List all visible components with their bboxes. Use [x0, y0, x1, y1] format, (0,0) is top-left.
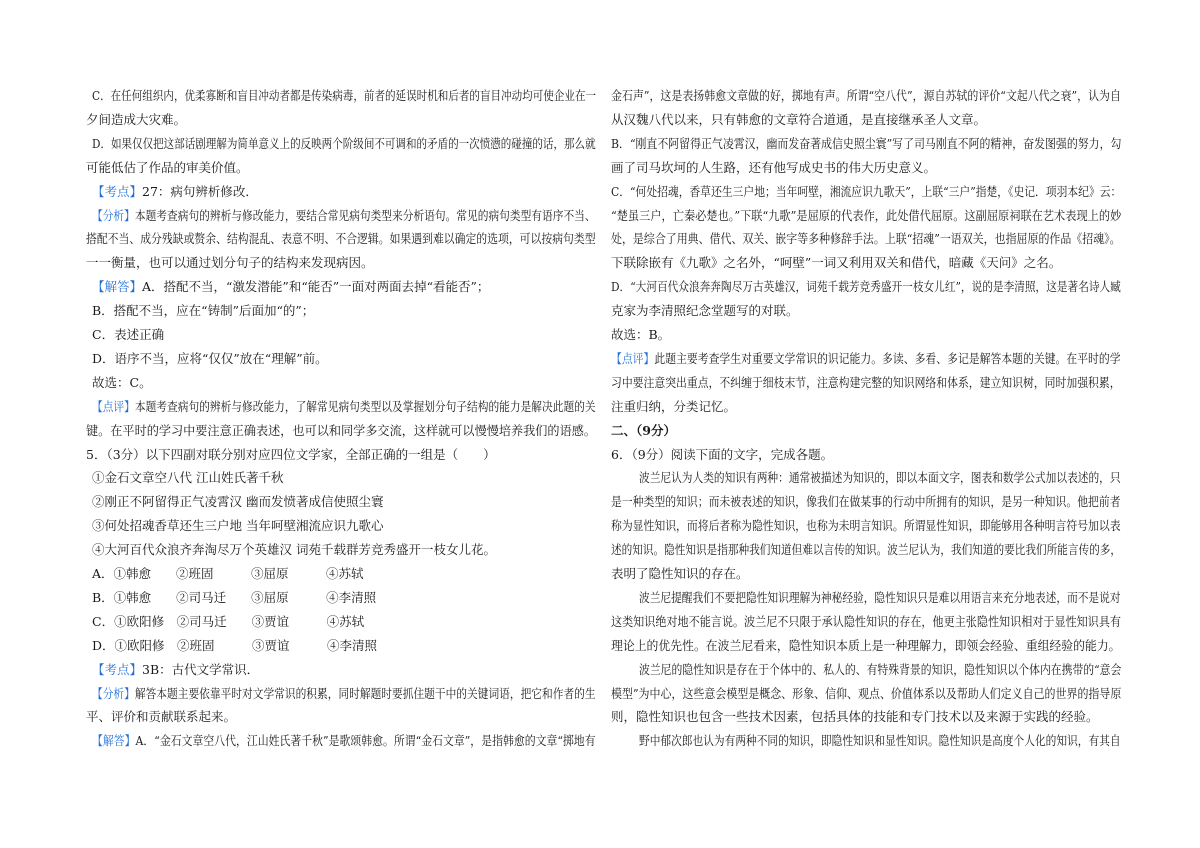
left-text-line — [86, 421, 596, 441]
left-text-line — [92, 468, 283, 488]
line-text: 波兰尼的隐性知识是存在于个体中的、私人的、有特殊背景的知识，隐性知识以个体内在携带的“意会 — [639, 661, 1122, 677]
line-text: D．如果仅仅把这部话剧理解为简单意义上的反映两个阶级间不可调和的矛盾的一次愤懑的碰撞的话，那么就 — [92, 135, 596, 151]
left-text-line — [86, 110, 186, 130]
left-text-line — [92, 660, 259, 680]
left-text-line — [92, 134, 596, 154]
line-text: 表明了隐性知识的存在。 — [611, 566, 749, 581]
line-text: A．搭配不当，“激发潜能”和“能否”一面对两面去掉“看能否”； — [142, 279, 490, 295]
right-text-line — [611, 134, 1121, 154]
line-text: 波兰尼认为人类的知识有两种：通常被描述为知识的，即以本面文字，图表和数学公式加以表述的，只 — [639, 470, 1121, 486]
section-tag: 【考点】 — [92, 183, 143, 199]
line-text: C．表述正确 — [92, 327, 165, 342]
right-text-line — [611, 397, 736, 417]
line-text: A．①韩愈 ②班固 ③屈原 ④苏轼 — [92, 566, 364, 581]
right-text-line — [639, 731, 1121, 751]
right-text-line — [611, 206, 1121, 226]
line-text: 解答本题主要依靠平时对文学常识的积累，同时解题时要抓住题干中的关键词语，把它和作者的生 — [134, 685, 596, 701]
right-text-line — [611, 684, 1121, 704]
line-text: 27：病句辨析修改． — [142, 183, 258, 199]
left-text-line — [92, 206, 596, 226]
left-text-line — [92, 373, 152, 393]
line-text: 称为显性知识，而将后者称为隐性知识，也称为未明言知识。所谓显性知识，即能够用各种明言符号加以表 — [611, 518, 1121, 534]
left-text-line — [92, 540, 496, 560]
line-text: B．“刚直不阿留得正气凌霄汉，幽而发奋著成信史照尘寰”写了司马刚直不阿的精神，奋发图强的努力，勾 — [611, 135, 1122, 151]
line-text: D．“大河百代众浪奔奔陶尽万古英雄汉，词苑千载芳竞秀盛开一枝女儿红”，说的是李清照，这是著名诗人臧 — [611, 279, 1121, 295]
section-tag: 【点评】 — [611, 350, 655, 366]
line-text: 述的知识。隐性知识是指那种我们知道但难以言传的知识。波兰尼认为，我们知道的要比我们所能言传的多， — [611, 542, 1122, 558]
line-text: 二、（9分） — [611, 422, 676, 438]
section-tag: 【分析】 — [92, 685, 135, 701]
line-text: 注重归纳，分类记忆。 — [611, 398, 737, 414]
line-text: 画了司马坎坷的人生路，还有他写成史书的伟大历史意义。 — [611, 159, 937, 175]
right-text-line — [611, 182, 1121, 202]
line-text: 这类知识绝对地不能言说。波兰尼不只限于承认隐性知识的存在，他更主张隐性知识相对于显性知识具有 — [611, 613, 1122, 629]
line-text: 键。在平时的学习中要注意正确表述，也可以和同学多交流，这样就可以慢慢培养我们的语感。 — [86, 422, 597, 438]
left-text-line — [92, 325, 164, 345]
line-text: C．在任何组织内，优柔寡断和盲目冲动者都是传染病毒，前者的延误时机和后者的盲目冲动均可使企业在一 — [92, 88, 597, 103]
right-text-line — [611, 445, 833, 465]
right-text-line — [611, 707, 1099, 727]
left-text-line — [92, 86, 596, 106]
right-text-line — [611, 110, 986, 130]
left-text-line — [86, 158, 249, 178]
line-text: 此题主要考查学生对重要文学常识的识记能力。多读、多看、多记是解答本题的关键。在平时的学 — [654, 350, 1121, 366]
right-text-line — [611, 301, 799, 321]
left-text-line — [86, 707, 236, 727]
left-text-line — [92, 564, 364, 584]
line-text: ①金石文章空八代 江山姓氏著千秋 — [92, 470, 284, 486]
right-text-line — [611, 158, 936, 178]
left-text-line — [92, 277, 489, 297]
right-text-line — [611, 636, 1121, 656]
line-text: C．①欧阳修 ②司马迁 ③贾谊 ④苏轼 — [92, 613, 365, 629]
line-text: “楚虽三户，亡秦必楚也。”下联“九歌”是屈原的代表作，此处借代屈原。这副屈原祠联在艺术表现上的妙 — [611, 207, 1122, 223]
section-tag: 【解答】 — [92, 279, 143, 295]
left-text-line — [92, 588, 376, 608]
right-text-line — [611, 373, 1121, 393]
line-text: 3B：古代文学常识． — [142, 661, 260, 677]
right-text-line — [639, 588, 1121, 608]
line-text: 理论上的优先性。在波兰尼看来，隐性知识本质上是一种理解力，即领会经验、重组经验的能力。 — [611, 637, 1121, 653]
line-text: D．①欧阳修 ②班固 ③贾谊 ④李清照 — [92, 637, 378, 653]
line-text: 习中要注意突出重点，不纠缠于细枝末节，注意构建完整的知识网络和体系，建立知识树，同时加强积累， — [611, 374, 1121, 390]
left-text-line — [86, 445, 496, 465]
section-tag: 【解答】 — [92, 733, 136, 749]
right-text-line — [611, 277, 1121, 297]
section-tag: 【分析】 — [92, 207, 135, 223]
line-text: 模型”为中心，这些意会模型是概念、形象、信仰、观点、价值体系以及帮助人们定义自己的世界的指导原 — [611, 685, 1122, 701]
left-text-line — [92, 684, 596, 704]
left-text-line — [92, 731, 596, 751]
line-text: ④大河百代众浪齐奔淘尽万个英雄汉 词苑千载群芳竞秀盛开一枝女儿花。 — [92, 542, 496, 558]
line-text: 平、评价和贡献联系起来。 — [86, 709, 237, 725]
left-text-line — [92, 301, 314, 321]
left-text-line — [92, 636, 377, 656]
line-text: 故选：B。 — [611, 327, 671, 342]
left-text-line — [92, 492, 383, 512]
left-text-line — [92, 612, 364, 632]
right-text-line — [611, 516, 1121, 536]
left-text-line — [92, 397, 596, 417]
line-text: 本题考查病句的辨析与修改能力，了解常见病句类型以及掌握划分句子结构的能力是解决此题的关 — [134, 398, 596, 414]
line-text: C．“何处招魂，香草还生三户地；当年呵壁，湘流应识九歌天”，上联“三户”指楚，《史记．项羽本纪》云： — [611, 183, 1122, 199]
left-text-line — [92, 349, 328, 369]
right-text-line — [639, 660, 1121, 680]
right-text-line — [611, 325, 670, 345]
line-text: 搭配不当、成分残缺或赘余、结构混乱、表意不明、不合逻辑。如果遇到难以确定的选项，可以按病句类型 — [86, 231, 596, 247]
line-text: 处，是综合了用典、借代、双关、嵌字等多种修辞手法。上联“招魂”一语双关，也指屈原的作品《招魂》。 — [611, 231, 1121, 247]
left-text-line — [86, 229, 596, 249]
section-tag: 【点评】 — [92, 398, 135, 414]
line-text: 则，隐性知识也包含一些技术因素，包括具体的技能和专门技术以及来源于实践的经验。 — [611, 709, 1099, 725]
section-tag: 【考点】 — [92, 661, 143, 677]
line-text: 波兰尼提醒我们不要把隐性知识理解为神秘经验，隐性知识只是难以用语言来充分地表述，而不是说对 — [639, 589, 1121, 605]
left-text-line — [92, 516, 383, 536]
line-text: 克家为李清照纪念堂题写的对联。 — [611, 303, 799, 319]
left-text-line — [92, 182, 258, 202]
line-text: A．“金石文章空八代，江山姓氏著千秋”是歌颂韩愈。所谓“金石文章”，是指韩愈的文章“掷地有 — [135, 733, 596, 749]
right-text-line — [611, 492, 1121, 512]
line-text: 下联除嵌有《九歌》之名外，“呵壁”一词又利用双关和借代，暗藏《天问》之名。 — [611, 255, 1062, 271]
line-text: 金石声”，这是表扬韩愈文章做的好，掷地有声。所谓“空八代”，源自苏轼的评价“文起八代之衰”，认为自 — [611, 88, 1121, 103]
line-text: 5．（3分）以下四副对联分别对应四位文学家，全部正确的一组是（ ） — [86, 446, 496, 462]
line-text: 6．（9分）阅读下面的文字，完成各题。 — [611, 446, 834, 462]
right-text-line — [611, 612, 1121, 632]
line-text: 从汉魏八代以来，只有韩愈的文章符合道通，是直接继承圣人文章。 — [611, 111, 987, 127]
line-text: 故选：C。 — [92, 374, 152, 390]
right-text-line — [611, 564, 749, 584]
right-text-line — [611, 253, 1061, 273]
right-text-line — [611, 229, 1121, 249]
line-text: 野中郁次郎也认为有两种不同的知识，即隐性知识和显性知识。隐性知识是高度个人化的知识，有其自 — [639, 733, 1121, 749]
right-text-line — [611, 86, 1121, 106]
right-text-line — [611, 540, 1121, 560]
right-text-line — [611, 421, 676, 441]
line-text: B．①韩愈 ②司马迁 ③屈原 ④李清照 — [92, 589, 377, 605]
line-text: 是一种类型的知识；而未被表述的知识，像我们在做某事的行动中所拥有的知识，是另一种知识。他把前者 — [611, 494, 1121, 510]
line-text: ③何处招魂香草还生三户地 当年呵壁湘流应识九歌心 — [92, 518, 384, 534]
left-text-line — [86, 253, 374, 273]
line-text: B．搭配不当，应在“铸制”后面加“的”； — [92, 303, 315, 319]
line-text: 一一衡量，也可以通过划分句子的结构来发现病因。 — [86, 255, 374, 271]
line-text: 夕间造成大灾难。 — [86, 111, 187, 127]
right-text-line — [639, 468, 1121, 488]
line-text: 本题考查病句的辨析与修改能力，要结合常见病句类型来分析语句。常见的病句类型有语序不当、 — [134, 207, 596, 223]
line-text: 可能低估了作品的审美价值。 — [86, 159, 249, 175]
right-text-line — [611, 349, 1121, 369]
line-text: ②刚正不阿留得正气凌霄汉 幽而发愤著成信使照尘寰 — [92, 494, 384, 510]
line-text: D．语序不当，应将“仅仅”放在“理解”前。 — [92, 350, 328, 366]
